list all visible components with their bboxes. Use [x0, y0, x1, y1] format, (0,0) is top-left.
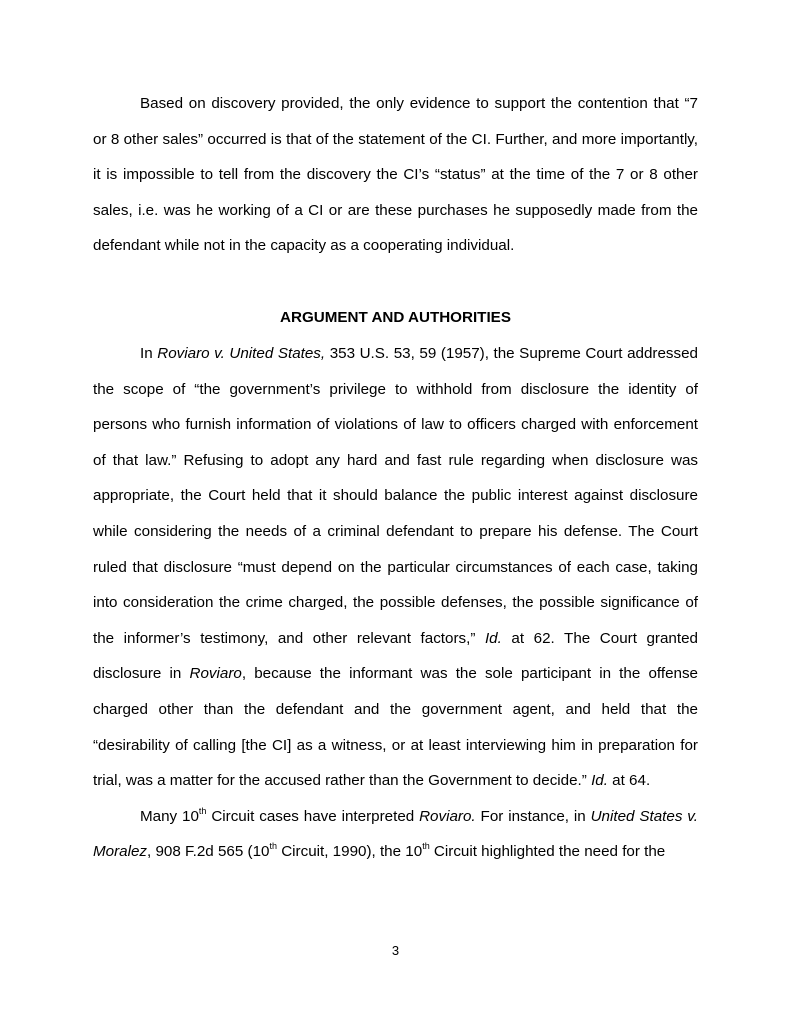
text-run: Many 10 — [140, 807, 199, 825]
ordinal-superscript: th — [198, 805, 207, 816]
text-run: , because the informant was the sole participant in the offense charged other than the defendant and the government agent, and held that the “desirability of calling [the CI] as a witness, or at least interviewing him in preparation for trial, was a matter for the accused rather than the Government to decide.” — [93, 665, 698, 790]
text-run: 353 U.S. 53, 59 (1957), the Supreme Court addressed the scope of “the government’s privilege to withhold from disclosure the identity of persons who furnish information of violations of law to officers charged with enforcement of that law.” Refusing to adopt any hard and fast rule regarding when disclosure was appropriate, the Court held that it should balance the public interest against disclosure while considering the needs of a criminal defendant to prepare his defense. The Court ruled that disclosure “must depend on the particular circumstances of each case, taking into consideration the crime charged, the possible defenses, the possible significance of the informer’s testimony, and other relevant factors,” — [93, 345, 698, 647]
text-run: Circuit highlighted the need for the — [429, 843, 666, 861]
case-citation-short: Roviaro — [189, 665, 242, 683]
case-citation: United States v. Moralez — [93, 807, 698, 861]
text-run: Circuit, 1990), the 10 — [276, 843, 423, 861]
paragraph-tenth-circuit — [93, 799, 698, 870]
page-number: 3 — [391, 943, 400, 958]
ordinal-superscript: th — [269, 841, 277, 852]
id-citation: Id. — [591, 772, 608, 790]
case-citation: Roviaro v. United States, — [157, 345, 326, 362]
body-text-section-2 — [93, 336, 698, 870]
case-citation-short: Roviaro. — [419, 807, 476, 825]
text-run: In — [140, 345, 158, 362]
body-text-section-1 — [93, 86, 698, 264]
text-run: at 62. The Court granted disclosure in — [93, 629, 698, 683]
text-run: Circuit cases have interpreted — [206, 807, 420, 825]
section-heading: ARGUMENT AND AUTHORITIES — [280, 309, 511, 326]
ordinal-superscript: th — [422, 841, 430, 852]
text-run: at 64. — [607, 772, 651, 790]
text-run: For instance, in — [475, 807, 591, 825]
id-citation: Id. — [484, 629, 502, 647]
paragraph-evidence: Based on discovery provided, the only evidence to support the contention that “7 or 8 other sales” occurred is that of the statement of the CI. Further, and more importantly, it is impossible to tell from the discovery the CI’s “status” at the time of the 7 or 8 other sales, i.e. was he working of a CI or are these purchases he supposedly made from the defendant while not in the capacity as a cooperating individual. — [93, 95, 698, 255]
paragraph-roviaro — [93, 336, 698, 799]
text-run: , 908 F.2d 565 (10 — [147, 843, 270, 861]
